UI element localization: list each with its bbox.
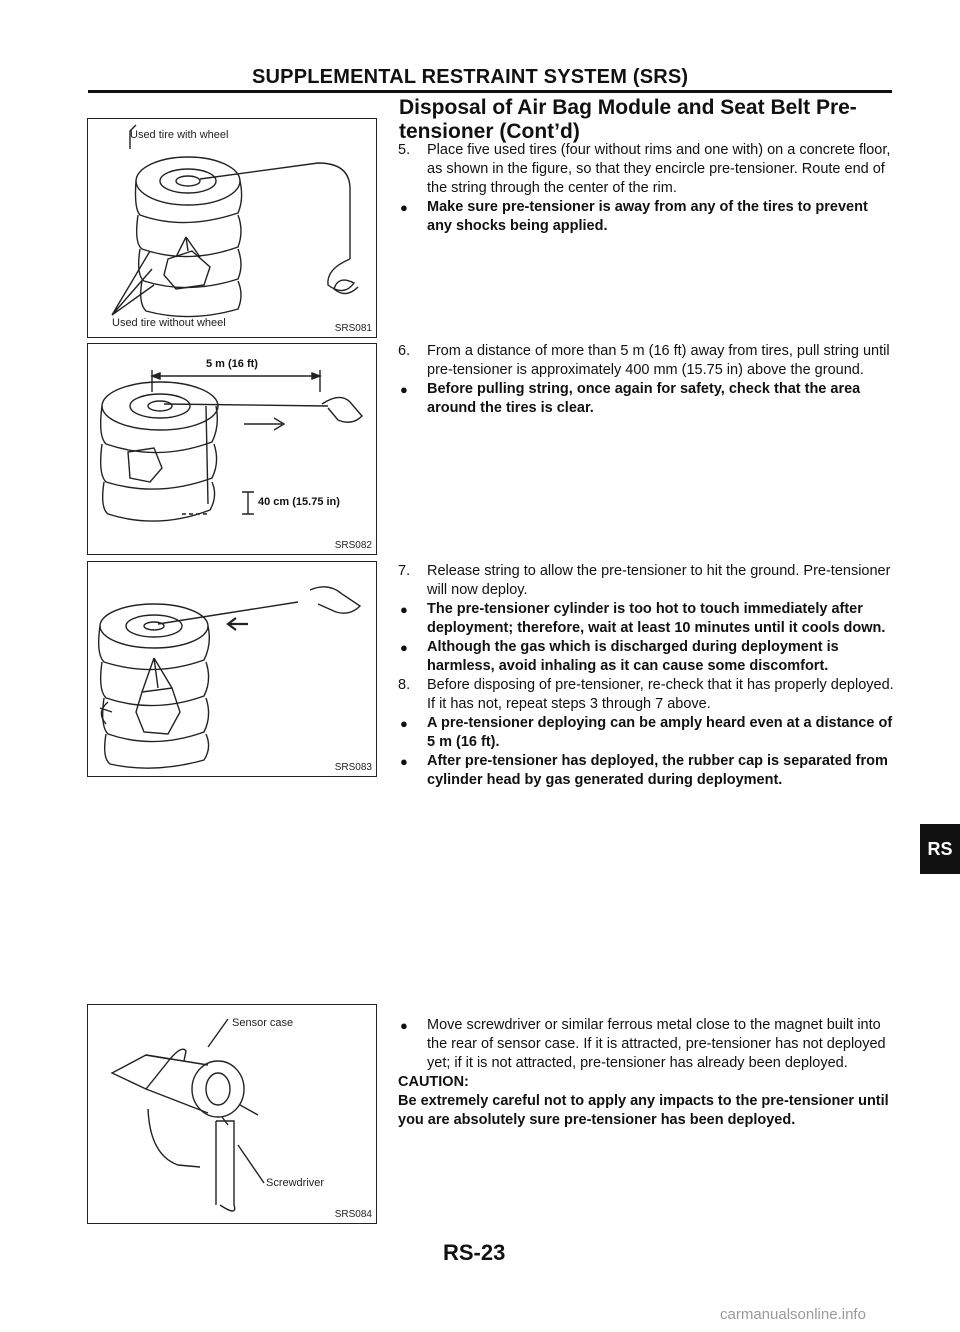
dimension-label-distance: 5 m (16 ft) bbox=[206, 358, 258, 370]
figure-code: SRS081 bbox=[334, 323, 372, 334]
tire-stack-illustration-3 bbox=[88, 562, 376, 776]
step-7 bbox=[398, 562, 896, 600]
label-screwdriver: Screwdriver bbox=[266, 1177, 325, 1189]
step-text: From a distance of more than 5 m (16 ft) away from tires, pull string until pre-tensioner is approximately 400 mm (15.75 in) above the ground. bbox=[427, 343, 890, 378]
bullet-icon: ● bbox=[400, 1018, 408, 1033]
header-rule bbox=[88, 90, 892, 93]
step-number: 6. bbox=[398, 343, 411, 359]
page-header: SUPPLEMENTAL RESTRAINT SYSTEM (SRS) bbox=[252, 66, 689, 88]
bullet-item bbox=[398, 638, 896, 676]
bullet-item bbox=[398, 752, 896, 790]
bullet-text: After pre-tensioner has deployed, the rubber cap is separated from cylinder head by gas generated during deployment. bbox=[427, 753, 888, 788]
bullet-text: Before pulling string, once again for safety, check that the area around the tires is clear. bbox=[427, 381, 861, 416]
page-number: RS-23 bbox=[443, 1240, 506, 1265]
bullet-icon: ● bbox=[400, 200, 408, 215]
bullet-icon: ● bbox=[400, 382, 408, 397]
bullet-text: A pre-tensioner deploying can be amply heard even at a distance of 5 m (16 ft). bbox=[427, 715, 893, 750]
step-text: Before disposing of pre-tensioner, re-check that it has properly deployed. If it has not, repeat steps 3 through 7 above. bbox=[427, 677, 894, 712]
step-6 bbox=[398, 342, 896, 380]
bullet-item bbox=[398, 380, 896, 418]
bullet-icon: ● bbox=[400, 716, 408, 731]
figure-srs083 bbox=[87, 561, 377, 777]
label-used-tire-without-wheel: Used tire without wheel bbox=[112, 317, 226, 329]
text-block-step-5 bbox=[398, 141, 896, 236]
sensor-case-illustration bbox=[88, 1005, 376, 1223]
section-title: Disposal of Air Bag Module and Seat Belt Pre-tensioner (Cont’d) bbox=[399, 96, 857, 143]
tire-stack-illustration-2 bbox=[88, 344, 376, 554]
text-block-sensor-check bbox=[398, 1016, 896, 1130]
label-sensor-case: Sensor case bbox=[232, 1017, 294, 1029]
bullet-icon: ● bbox=[400, 640, 408, 655]
section-tab-rs: RS bbox=[920, 824, 960, 874]
text-block-step-7-8 bbox=[398, 562, 896, 790]
caution-label: CAUTION: bbox=[398, 1074, 469, 1090]
bullet-item bbox=[398, 714, 896, 752]
step-text: Place five used tires (four without rims and one with) on a concrete floor, as shown in the figure, so that they encircle pre-tensioner. Route end of the string through the center of the rim. bbox=[427, 142, 891, 196]
step-text: Release string to allow the pre-tensioner to hit the ground. Pre-tensioner will now deploy. bbox=[427, 563, 891, 598]
bullet-item bbox=[398, 198, 896, 236]
step-5 bbox=[398, 141, 896, 198]
bullet-icon: ● bbox=[400, 602, 408, 617]
dimension-label-height: 40 cm (15.75 in) bbox=[258, 496, 340, 508]
figure-code: SRS084 bbox=[334, 1209, 372, 1220]
step-number: 5. bbox=[398, 142, 411, 158]
caution-text: Be extremely careful not to apply any impacts to the pre-tensioner until you are absolutely sure pre-tensioner has been deployed. bbox=[398, 1093, 889, 1128]
tire-stack-illustration-1 bbox=[88, 119, 376, 337]
figure-srs082 bbox=[87, 343, 377, 555]
bullet-icon: ● bbox=[400, 754, 408, 769]
bullet-text: The pre-tensioner cylinder is too hot to touch immediately after deployment; therefore, wait at least 10 minutes until it cools down. bbox=[427, 601, 886, 636]
figure-srs084 bbox=[87, 1004, 377, 1224]
text-block-step-6 bbox=[398, 342, 896, 418]
figure-code: SRS082 bbox=[334, 540, 372, 551]
watermark: carmanualsonline.info bbox=[720, 1306, 866, 1323]
step-8 bbox=[398, 676, 896, 714]
figure-srs081 bbox=[87, 118, 377, 338]
bullet-text: Move screwdriver or similar ferrous metal close to the magnet built into the rear of sensor case. If it is attracted, pre-tensioner has not deployed yet; if it is not attracted, pre-tensioner has already been deployed. bbox=[427, 1017, 886, 1071]
label-used-tire-with-wheel: Used tire with wheel bbox=[130, 129, 229, 141]
step-number: 8. bbox=[398, 677, 411, 693]
figure-code: SRS083 bbox=[334, 762, 372, 773]
bullet-item bbox=[398, 600, 896, 638]
bullet-text: Make sure pre-tensioner is away from any of the tires to prevent any shocks being applied. bbox=[427, 199, 868, 234]
step-number: 7. bbox=[398, 563, 411, 579]
bullet-item bbox=[398, 1016, 896, 1073]
bullet-text: Although the gas which is discharged during deployment is harmless, avoid inhaling as it can cause some discomfort. bbox=[427, 639, 839, 674]
